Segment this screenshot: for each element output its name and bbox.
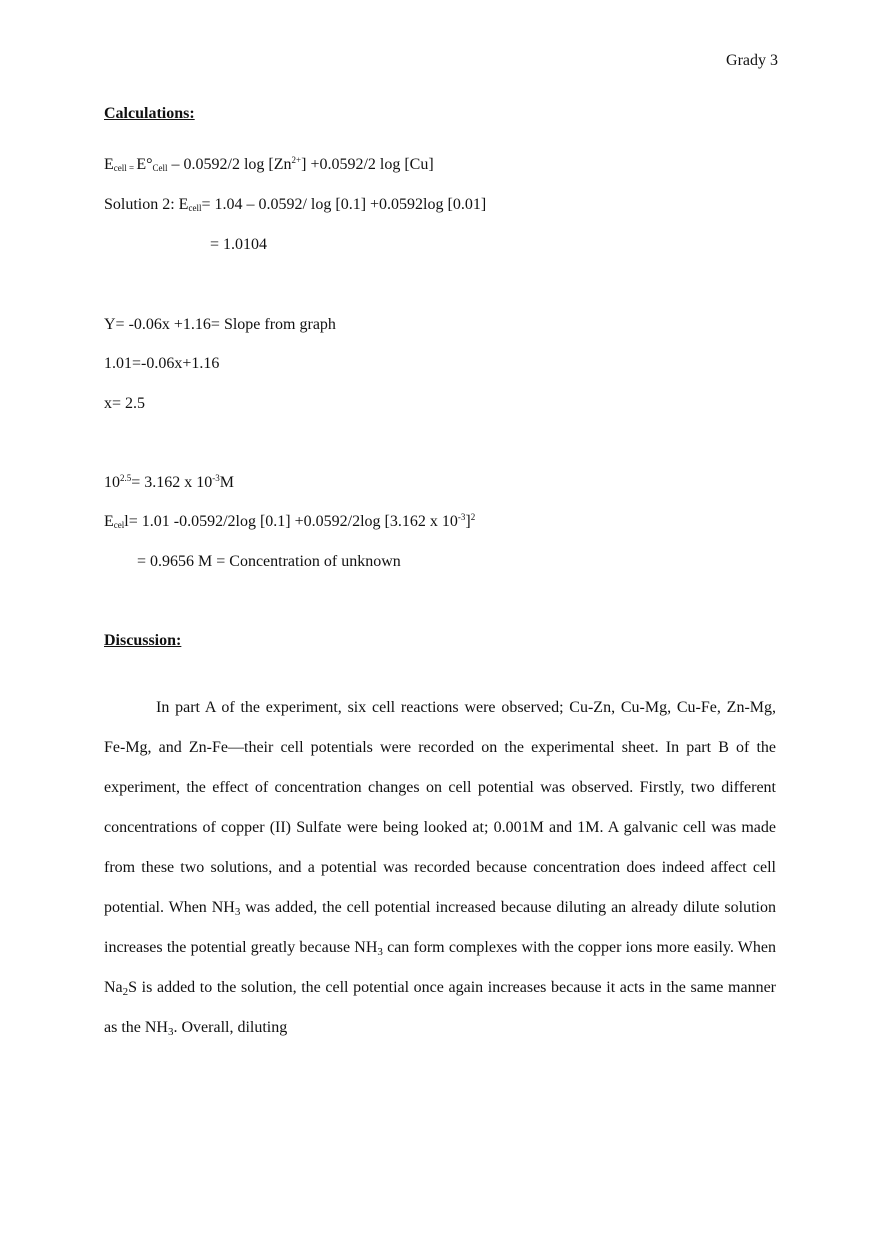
- running-head: Grady 3: [726, 52, 778, 69]
- equation-9: = 0.9656 M = Concentration of unknown: [137, 553, 401, 570]
- calculations-heading: Calculations:: [104, 105, 195, 122]
- equation-4: Y= -0.06x +1.16= Slope from graph: [104, 316, 336, 333]
- equation-2: Solution 2: $E_{cell}= 1.04 - 0.0592/$ log [0.1] +0.0592log [0.01]: [104, 196, 487, 213]
- equation-6: x= 2.5: [104, 395, 146, 412]
- discussion-paragraph: In part A of the experiment, six cell reactions were observed; Cu-Zn, Cu-Mg, Cu-Fe, Zn-Mg, Fe-Mg, and Zn-Fe—their cell potentials were recorded on the experimental sheet. In part B of the experiment, the effect of concentration changes on cell potential was observed. Firstly, two different concentrations of copper (II) Sulfate were being looked at; 0.001M and 1M. A galvanic cell was made from these two solutions, and a potential was recorded because concentration does indeed affect cell potential. When $NH_3$ was added, the cell potential increased because diluting an already dilute solution increases the potential greatly because $NH_3$ can form complexes with the copper ions more easily. When $Na_2S$ is added to the solution, the cell potential once again increases because it acts in the same manner as the $NH_3$. Overall, diluting: [104, 699, 776, 1038]
- equation-5: 1.01=-0.06x+1.16: [104, 355, 220, 372]
- equation-1: $E_{cell =}$ $E^\circ_{Cell} - 0.0592/2$ $\log [Zn^{2+}] +0.0592/2$ log [Cu]: [104, 155, 434, 173]
- equation-8: $E_{cel}l= 1.01$ -0.0592/2log [0.1] +0.0592/2log [3.162 x $10^{-3}]^2$: [104, 512, 476, 530]
- discussion-heading: Discussion:: [104, 632, 182, 649]
- equation-3: = 1.0104: [210, 236, 268, 253]
- equation-7: $10^{2.5}= 3.162$ x $10^{-3}M$: [104, 473, 235, 491]
